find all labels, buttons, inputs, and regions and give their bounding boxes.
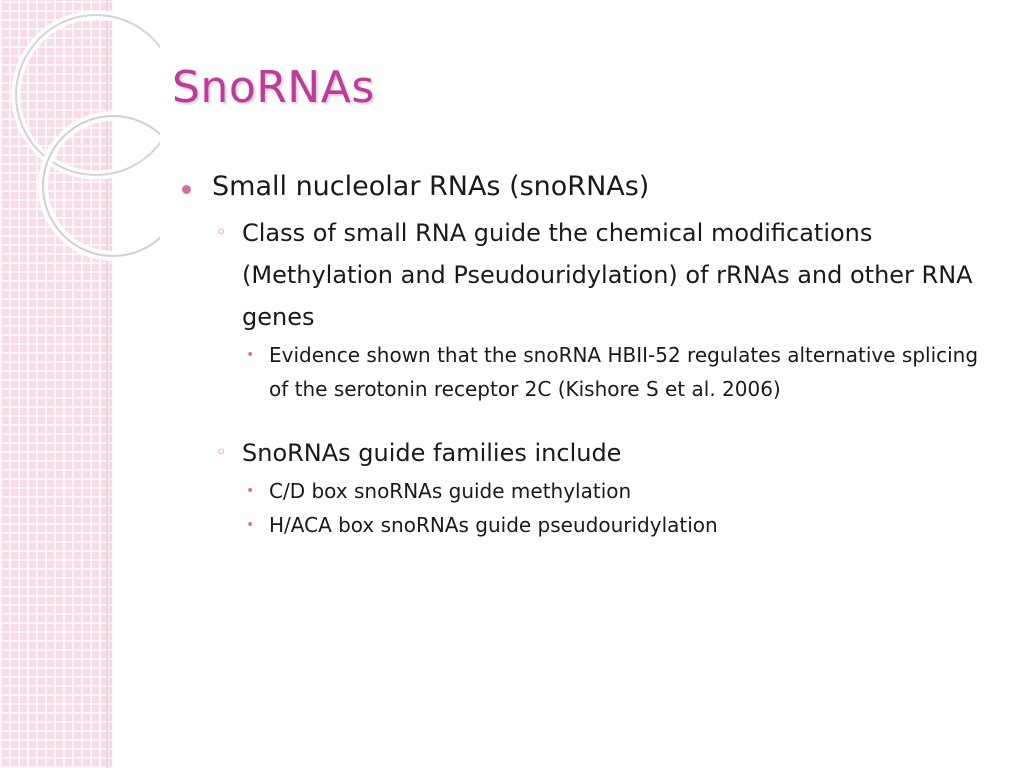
bullet-level3 [242, 338, 997, 406]
hollow-circle-bullet-icon: ◦ [216, 222, 227, 243]
bullet-level2 [212, 212, 997, 406]
decorative-rings-icon [0, 0, 160, 300]
small-dot-bullet-icon: • [246, 517, 255, 533]
small-dot-bullet-icon: • [246, 483, 255, 499]
bullet-text: Evidence shown that the snoRNA HBII-52 regulates alternative splicing of the serotonin receptor 2C (Kishore S et al. 2006) [269, 343, 979, 401]
hollow-circle-bullet-icon: ◦ [216, 442, 227, 463]
bullet-text: Class of small RNA guide the chemical modifications (Methylation and Pseudouridylation) of rRNAs and other RNA genes [242, 219, 973, 331]
bullet-level3 [242, 508, 997, 542]
bullet-list [182, 170, 997, 542]
slide-title: SnoRNAs [172, 62, 375, 113]
sub-bullet-list [182, 212, 997, 542]
bullet-level3 [242, 474, 997, 508]
spacer [182, 406, 997, 432]
bullet-text: SnoRNAs guide families include [242, 439, 622, 467]
bullet-text: H/ACA box snoRNAs guide pseudouridylation [269, 513, 718, 537]
sub-sub-bullet-list [242, 474, 997, 542]
bullet-text: C/D box snoRNAs guide methylation [269, 479, 632, 503]
bullet-text: Small nucleolar RNAs (snoRNAs) [212, 171, 650, 202]
bullet-level1 [182, 170, 997, 204]
sub-sub-bullet-list [242, 338, 997, 406]
sub-list-container [182, 212, 997, 542]
bullet-level2 [212, 432, 997, 542]
small-dot-bullet-icon: • [246, 347, 255, 363]
filled-circle-bullet-icon [182, 185, 191, 194]
